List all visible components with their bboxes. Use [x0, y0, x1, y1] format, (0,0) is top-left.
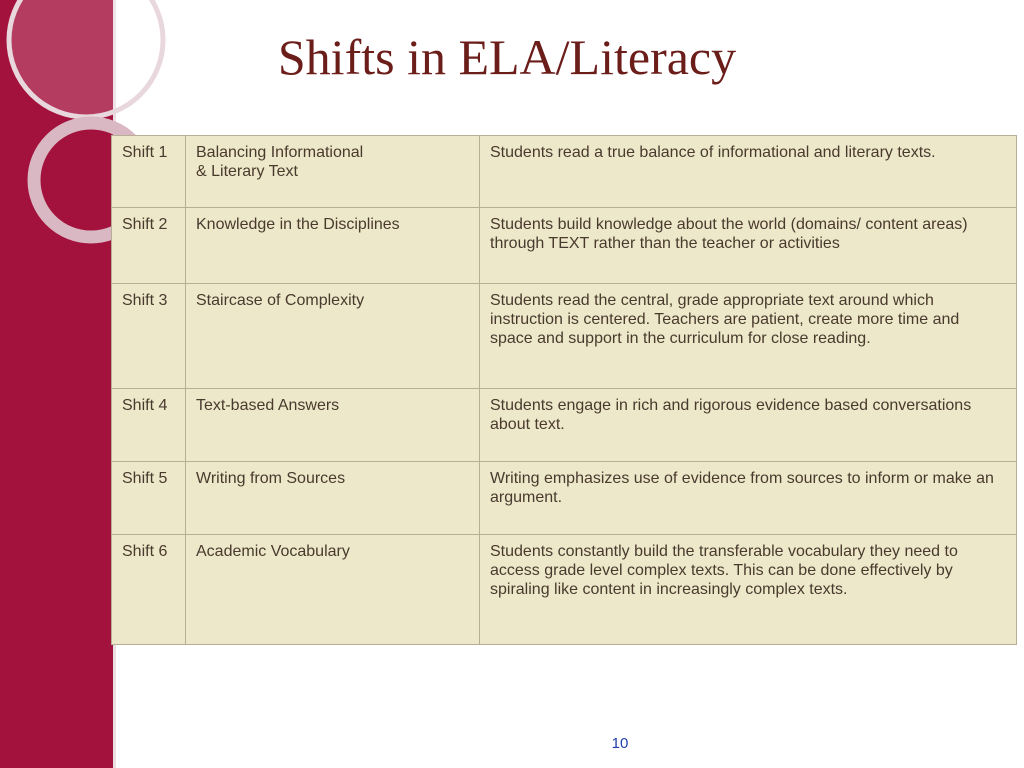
slide-title: Shifts in ELA/Literacy: [277, 29, 737, 85]
shifts-table-container: [111, 135, 1017, 645]
shift-number-cell: Shift 1: [112, 136, 186, 208]
shift-number-cell: Shift 4: [112, 389, 186, 462]
shift-name-cell: Balancing Informational & Literary Text: [186, 136, 480, 208]
table-row: [112, 208, 1017, 284]
shift-name-cell: Staircase of Complexity: [186, 284, 480, 389]
table-row: [112, 462, 1017, 535]
shift-description-cell: Students read the central, grade appropriate text around which instruction is centered. Teachers are patient, create more time and space and support in the curriculum for close reading.: [480, 284, 1017, 389]
shift-name-cell: Knowledge in the Disciplines: [186, 208, 480, 284]
shift-name-cell: Writing from Sources: [186, 462, 480, 535]
table-row: [112, 389, 1017, 462]
shift-number-cell: Shift 2: [112, 208, 186, 284]
shift-description-cell: Students build knowledge about the world (domains/ content areas) through TEXT rather than the teacher or activities: [480, 208, 1017, 284]
table-row: [112, 535, 1017, 645]
shift-number-cell: Shift 5: [112, 462, 186, 535]
shift-number-cell: Shift 6: [112, 535, 186, 645]
shift-description-cell: Students engage in rich and rigorous evidence based conversations about text.: [480, 389, 1017, 462]
shift-number-cell: Shift 3: [112, 284, 186, 389]
page-number: 10: [611, 735, 629, 752]
sidebar-band: [0, 0, 113, 768]
shift-description-cell: Students constantly build the transferable vocabulary they need to access grade level complex texts. This can be done effectively by spiraling like content in increasingly complex texts.: [480, 535, 1017, 645]
table-row: [112, 284, 1017, 389]
shifts-table: [111, 135, 1017, 645]
shift-name-cell: Academic Vocabulary: [186, 535, 480, 645]
shift-name-cell: Text-based Answers: [186, 389, 480, 462]
shift-description-cell: Students read a true balance of informational and literary texts.: [480, 136, 1017, 208]
shift-description-cell: Writing emphasizes use of evidence from sources to inform or make an argument.: [480, 462, 1017, 535]
table-row: [112, 136, 1017, 208]
